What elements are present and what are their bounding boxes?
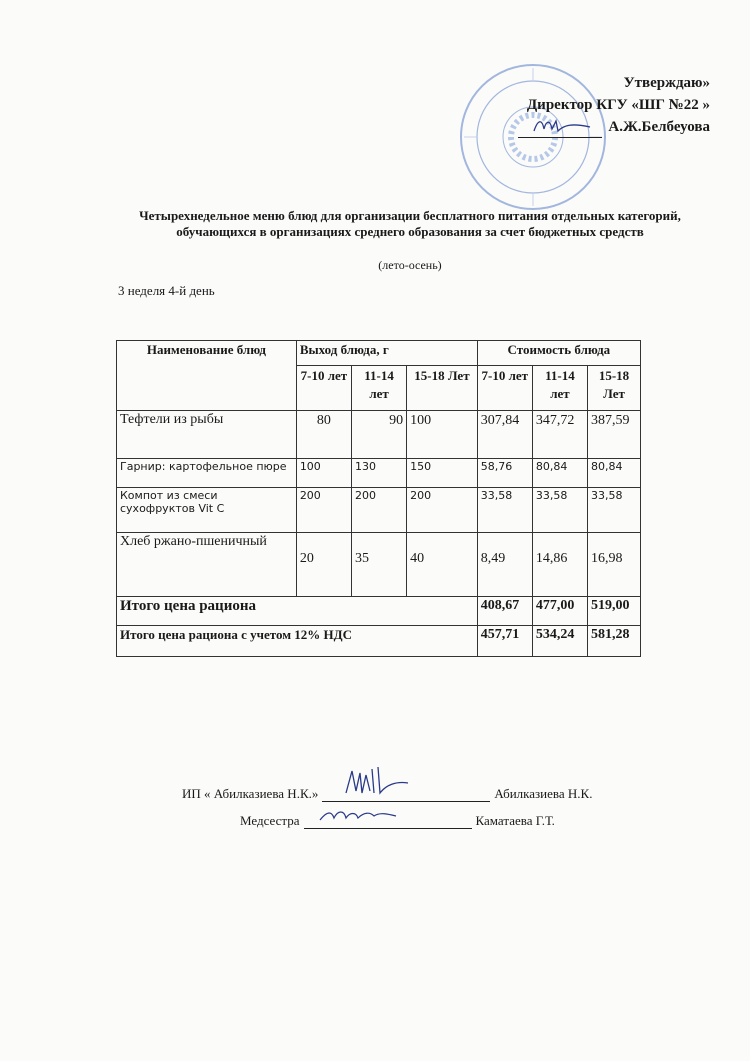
cost-cell: 80,84 (532, 459, 587, 488)
table-row (117, 411, 641, 459)
approval-block (518, 72, 710, 138)
age-group-header: 7-10 лет (296, 366, 351, 411)
yield-cell: 40 (407, 533, 478, 597)
nurse-signature-line (304, 816, 472, 829)
cost-cell: 33,58 (588, 488, 641, 533)
approval-signature-row (518, 116, 710, 138)
ip-signature-line (322, 789, 490, 802)
cost-cell: 80,84 (588, 459, 641, 488)
day-label: 3 неделя 4-й день (118, 283, 215, 298)
table-row (117, 459, 641, 488)
dish-name: Компот из смеси сухофруктов Vit C (117, 488, 297, 533)
yield-cell: 100 (296, 459, 351, 488)
total-vat-row (117, 626, 641, 657)
yield-cell: 90 (351, 411, 406, 459)
ip-label: ИП « Абилказиева Н.К.» (182, 786, 319, 801)
age-group-header: 7-10 лет (477, 366, 532, 411)
dish-name: Хлеб ржано-пшеничный (117, 533, 297, 597)
cost-cell: 33,58 (532, 488, 587, 533)
nurse-signature (318, 806, 398, 826)
header-dish-name: Наименование блюд (117, 341, 297, 411)
season-subtitle: (лето-осень) (378, 258, 442, 272)
cost-cell: 14,86 (532, 533, 587, 597)
cost-cell: 387,59 (588, 411, 641, 459)
age-group-header: 11-14 лет (532, 366, 587, 411)
yield-cell: 200 (296, 488, 351, 533)
director-name: А.Ж.Белбеуова (608, 119, 710, 135)
total-vat-label: Итого цена рациона с учетом 12% НДС (117, 626, 478, 657)
total-vat-value: 457,71 (477, 626, 532, 657)
total-value: 519,00 (588, 597, 641, 626)
director-signature (532, 115, 592, 137)
cost-cell: 58,76 (477, 459, 532, 488)
yield-cell: 20 (296, 533, 351, 597)
yield-cell: 150 (407, 459, 478, 488)
yield-cell: 100 (407, 411, 478, 459)
age-group-header: 15-18 Лет (588, 366, 641, 411)
ip-signature-row (182, 786, 592, 802)
yield-cell: 35 (351, 533, 406, 597)
age-group-header: 15-18 Лет (407, 366, 478, 411)
document-title: Четырехнедельное меню блюд для организации бесплатного питания отдельных категорий, обучающихся в организациях среднего образования за счет бюджетных средств (139, 208, 681, 239)
cost-cell: 16,98 (588, 533, 641, 597)
cost-cell: 307,84 (477, 411, 532, 459)
total-value: 408,67 (477, 597, 532, 626)
menu-table (116, 340, 641, 657)
table-row (117, 488, 641, 533)
nurse-name: Каматаева Г.Т. (475, 813, 555, 828)
header-cost: Стоимость блюда (477, 341, 640, 366)
cost-cell: 347,72 (532, 411, 587, 459)
total-row (117, 597, 641, 626)
nurse-label: Медсестра (240, 813, 300, 828)
yield-cell: 200 (407, 488, 478, 533)
yield-cell: 130 (351, 459, 406, 488)
header-yield: Выход блюда, г (296, 341, 477, 366)
dish-name: Тефтели из рыбы (117, 411, 297, 459)
approval-line1: Утверждаю» (623, 75, 710, 91)
header-row (117, 341, 641, 366)
total-vat-value: 534,24 (532, 626, 587, 657)
table-row (117, 533, 641, 597)
dish-name: Гарнир: картофельное пюре (117, 459, 297, 488)
director-signature-line (518, 117, 602, 138)
age-group-header: 11-14 лет (351, 366, 406, 411)
ip-name: Абилказиева Н.К. (494, 786, 593, 801)
cost-cell: 33,58 (477, 488, 532, 533)
yield-cell: 200 (351, 488, 406, 533)
yield-cell: 80 (296, 411, 351, 459)
approval-line2: Директор КГУ «ШГ №22 » (526, 97, 710, 113)
cost-cell: 8,49 (477, 533, 532, 597)
total-label: Итого цена рациона (117, 597, 478, 626)
total-value: 477,00 (532, 597, 587, 626)
nurse-signature-row (240, 813, 555, 829)
total-vat-value: 581,28 (588, 626, 641, 657)
ip-signature (342, 763, 412, 797)
